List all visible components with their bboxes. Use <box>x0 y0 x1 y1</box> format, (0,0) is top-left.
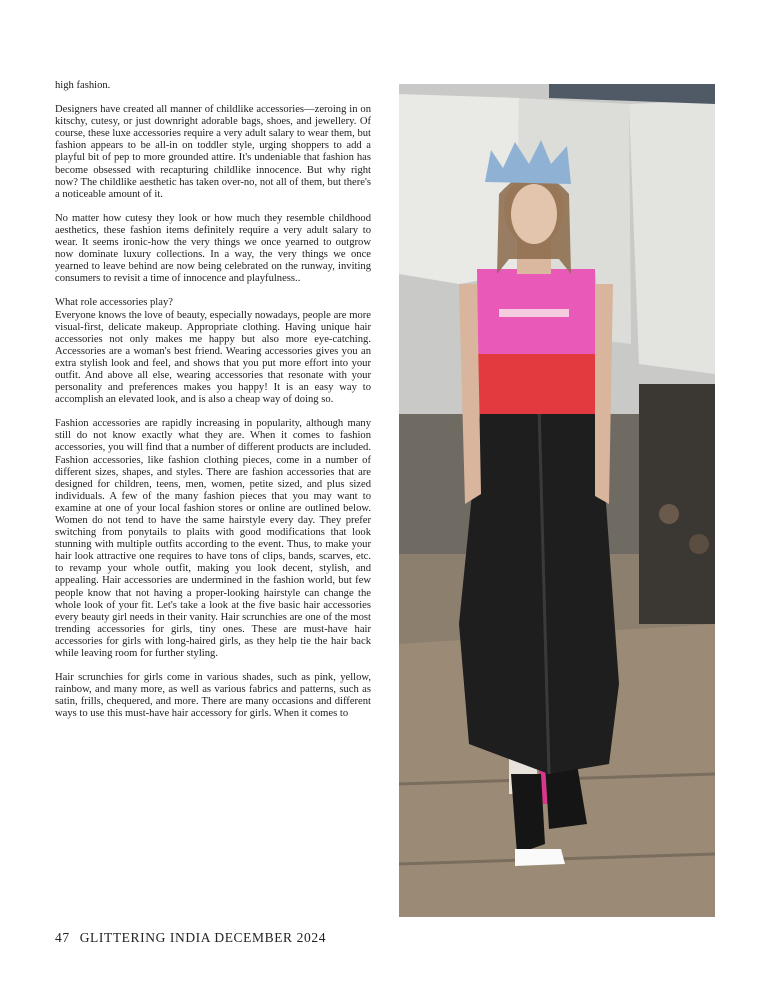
publication-line: GLITTERING INDIA DECEMBER 2024 <box>79 930 327 945</box>
article-paragraph: No matter how cutesy they look or how much they resemble childhood aesthetics, these fashion items definitely require a very adult salary to wear. It seems ironic-how the very things we once yearned to outgrow now dominate luxury collections. In a way, the very things we once yearned to leave behind are now being celebrated on the runway, inviting consumers to revisit a time of innocence and playfulness.. <box>55 212 371 285</box>
article-paragraph: Hair scrunchies for girls come in various shades, such as pink, yellow, rainbow, and many more, as well as various fabrics and patterns, such as satin, frills, chequered, and more. There are many occasions and different ways to use this must-have hair accessory for girls. When it comes to <box>55 672 371 720</box>
article-paragraph: high fashion. <box>55 80 111 91</box>
section-heading: What role accessories play? <box>55 297 173 309</box>
page-footer <box>55 930 326 946</box>
runway-model-photo <box>399 84 715 917</box>
article-text-column <box>55 80 371 733</box>
page-number: 47 <box>55 930 70 945</box>
article-paragraph: Designers have created all manner of childlike accessories—zeroing in on kitschy, cutesy, or just downright adorable bags, shoes, and jewellery. Of course, these luxe accessories require a very adult salary to wear them, but fashion appears to be all-in on toddler style, urging shoppers to add a playful bit of pep to more grounded attire. It's undeniable that fashion has become obsessed with recapturing childlike innocence. But why right now? The childlike aesthetic has taken over-no, not all of them, but there's a noticeable amount of it. <box>55 104 371 200</box>
article-paragraph: Everyone knows the love of beauty, especially nowadays, people are more visual-first, delicate makeup. Appropriate clothing. Having unique hair accessories not only makes me happy but also more eye-catching. Accessories are a woman's best friend. Wearing accessories gives you an extra stylish look and feel, and shows that you put more effort into your outfit. And above all else, wearing accessories that resonate with your personality and preferences makes you happy! It is an easy way to accomplish an elevated look, and is also a cheap way of doing so. <box>55 309 371 406</box>
runway-photo-illustration <box>399 84 715 917</box>
article-paragraph: Fashion accessories are rapidly increasing in popularity, although many still do not know exactly what they are. When it comes to fashion accessories, you will find that a number of different products are included. Fashion accessories, like fashion clothing pieces, come in a number of different sizes, shapes, and styles. There are fashion accessories that are designed for children, teens, men, women, petite sized, and plus sized individuals. A few of the many fashion pieces that you may want to examine at one of your local fashion stores or online are outlined below. Women do not tend to have the same hairstyle every day. They prefer switching from ponytails to plaits with good modifications that look stunning with multiple outfits according to the event. Thus, to make your hair look attractive one requires to have tons of clips, bands, scarves, etc. to revamp your whole outfit, making you look decent, stylish, and appealing. Hair accessories are undermined in the fashion world, but few people know that not having a proper-looking hairstyle can change the whole look of your fit. Let's take a look at the five basic hair accessories every beauty girl needs in their vanity. Hair scrunchies are one of the most trending accessories for girls, tiny ones. These are must-have hair accessories for girls with long-haired girls, as they help tie the hair back while leaving room for further styling. <box>55 418 371 660</box>
